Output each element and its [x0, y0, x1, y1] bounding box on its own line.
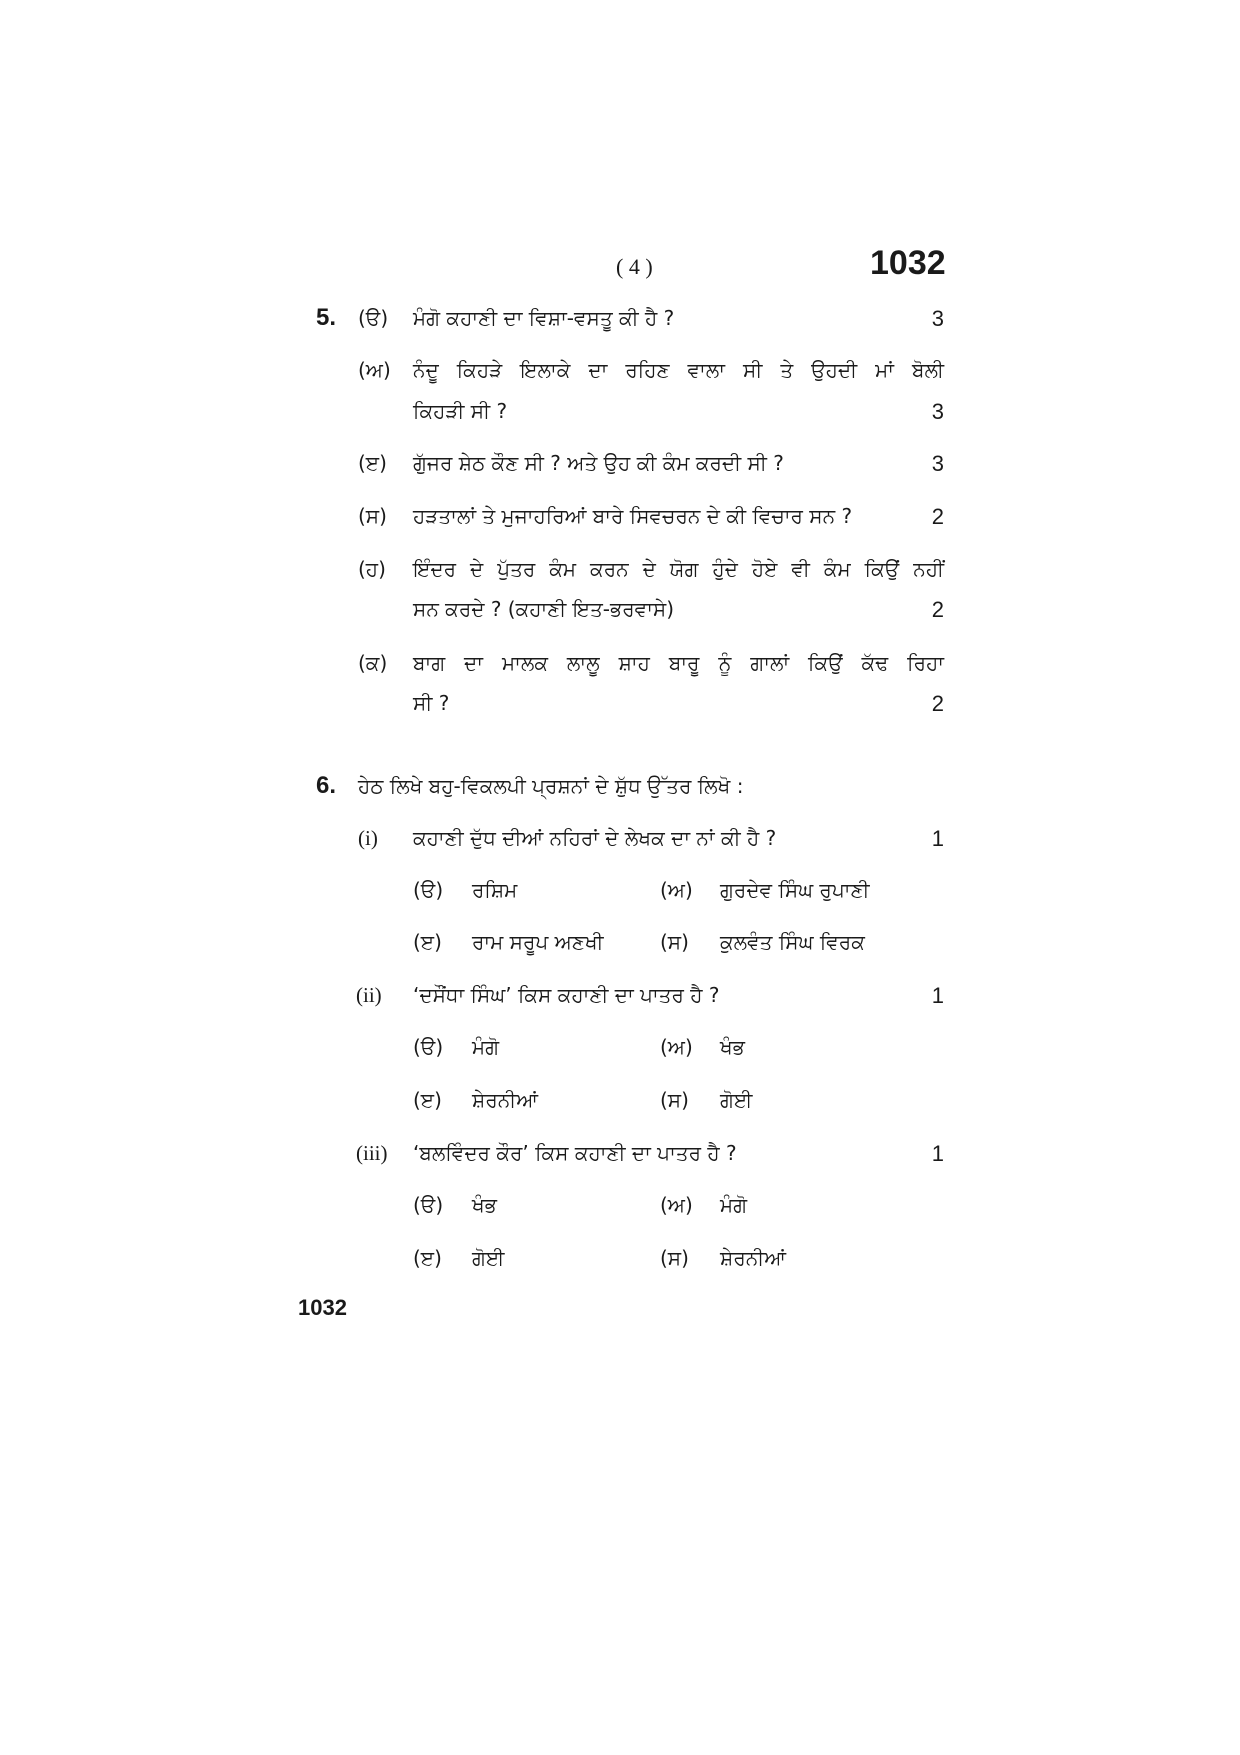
q5-part-a-label: (ੳ): [358, 306, 389, 330]
q6-item-1-option-a-label: (ੳ): [413, 878, 444, 902]
q6-item-2-option-d-label: (ਸ): [660, 1088, 689, 1112]
q5-part-f-label: (ਕ): [358, 651, 388, 675]
q6-item-3-option-d-text: ਸ਼ੇਰਨੀਆਂ: [720, 1246, 787, 1270]
q6-item-1-option-b-label: (ਅ): [660, 878, 693, 902]
q6-item-1-option-d-text: ਕੁਲਵੰਤ ਸਿੰਘ ਵਿਰਕ: [720, 930, 865, 954]
q5-part-b-text-line1: ਨੰਦੂ ਕਿਹੜੇ ਇਲਾਕੇ ਦਾ ਰਹਿਣ ਵਾਲਾ ਸੀ ਤੇ ਉਹਦੀ ਮਾਂ ਬੋਲੀ: [413, 358, 944, 382]
q5-part-e-text-line1: ਇੰਦਰ ਦੇ ਪੁੱਤਰ ਕੰਮ ਕਰਨ ਦੇ ਯੋਗ ਹੁੰਦੇ ਹੋਏ ਵੀ ਕੰਮ ਕਿਉਂ ਨਹੀਂ: [413, 557, 944, 581]
q6-item-3-option-c-text: ਗੋਈ: [472, 1246, 505, 1270]
q6-item-1-option-a-text: ਰਸ਼ਿਮ: [472, 878, 518, 902]
q5-part-c-marks: 3: [931, 451, 944, 476]
q5-part-e-marks: 2: [931, 597, 944, 622]
q6-item-1-question: ਕਹਾਣੀ ਦੁੱਧ ਦੀਆਂ ਨਹਿਰਾਂ ਦੇ ਲੇਖਕ ਦਾ ਨਾਂ ਕੀ ਹੈ ?: [413, 826, 777, 850]
q6-item-3-option-a-label: (ੳ): [413, 1193, 444, 1217]
q5-part-f-text-line1: ਬਾਗ ਦਾ ਮਾਲਕ ਲਾਲੂ ਸ਼ਾਹ ਬਾਰੂ ਨੂੰ ਗਾਲਾਂ ਕਿਉਂ ਕੱਢ ਰਿਹਾ: [413, 651, 944, 675]
q6-item-1-option-c-label: (ੲ): [413, 930, 442, 954]
question-5-number: 5.: [316, 304, 337, 331]
page-number: ( 4 ): [616, 254, 653, 279]
q5-part-f-text-line2: ਸੀ ?: [413, 691, 450, 715]
q6-item-3-option-a-text: ਖੰਭ: [472, 1193, 497, 1217]
q6-item-3-option-b-text: ਮੰਗੋ: [720, 1193, 748, 1217]
q6-item-2-option-c-label: (ੲ): [413, 1088, 442, 1112]
q5-part-c-text: ਗੁੱਜਰ ਸ਼ੇਠ ਕੌਣ ਸੀ ? ਅਤੇ ਉਹ ਕੀ ਕੰਮ ਕਰਦੀ ਸੀ ?: [413, 451, 784, 475]
q5-part-a-marks: 3: [931, 306, 944, 331]
q6-item-1-marks: 1: [931, 826, 944, 851]
q5-part-e-text-line2: ਸਨ ਕਰਦੇ ? (ਕਹਾਣੀ ਇਤ-ਭਰਵਾਸੇ): [413, 597, 675, 621]
q6-item-1-option-c-text: ਰਾਮ ਸਰੂਪ ਅਣਖੀ: [472, 930, 604, 954]
q5-part-a-text: ਮੰਗੋ ਕਹਾਣੀ ਦਾ ਵਿਸ਼ਾ-ਵਸਤੂ ਕੀ ਹੈ ?: [413, 306, 675, 330]
q6-item-1-option-b-text: ਗੁਰਦੇਵ ਸਿੰਘ ਰੁਪਾਣੀ: [720, 878, 870, 902]
q6-item-2-label: (ii): [356, 983, 382, 1007]
q5-part-c-label: (ੲ): [358, 451, 387, 475]
q6-item-3-label: (iii): [356, 1141, 388, 1165]
q6-item-2-option-c-text: ਸ਼ੇਰਨੀਆਂ: [472, 1088, 539, 1112]
q6-item-1-option-d-label: (ਸ): [660, 930, 689, 954]
q6-item-3-option-b-label: (ਅ): [660, 1193, 693, 1217]
q6-item-3-marks: 1: [931, 1141, 944, 1166]
q6-item-3-question: ‘ਬਲਵਿੰਦਰ ਕੌਰ’ ਕਿਸ ਕਹਾਣੀ ਦਾ ਪਾਤਰ ਹੈ ?: [413, 1141, 737, 1165]
question-6-number: 6.: [316, 772, 337, 799]
question-6-instruction: ਹੇਠ ਲਿਖੇ ਬਹੁ-ਵਿਕਲਪੀ ਪ੍ਰਸ਼ਨਾਂ ਦੇ ਸ਼ੁੱਧ ਉੱਤਰ ਲਿਖੋ :: [358, 774, 744, 798]
q5-part-b-label: (ਅ): [358, 358, 391, 382]
q6-item-2-option-b-text: ਖੰਭ: [720, 1035, 745, 1059]
q6-item-1-label: (i): [358, 826, 378, 850]
paper-code-header: 1032: [870, 244, 946, 282]
q6-item-2-option-d-text: ਗੋਈ: [720, 1088, 753, 1112]
q5-part-f-marks: 2: [931, 691, 944, 716]
paper-code-footer: 1032: [298, 1295, 347, 1320]
q6-item-2-option-a-text: ਮੰਗੋ: [472, 1035, 500, 1059]
q5-part-d-marks: 2: [931, 504, 944, 529]
q6-item-3-option-c-label: (ੲ): [413, 1246, 442, 1270]
q6-item-2-question: ‘ਦਸੌਂਧਾ ਸਿੰਘ’ ਕਿਸ ਕਹਾਣੀ ਦਾ ਪਾਤਰ ਹੈ ?: [413, 983, 720, 1007]
q6-item-3-option-d-label: (ਸ): [660, 1246, 689, 1270]
q5-part-e-label: (ਹ): [358, 557, 386, 581]
q5-part-b-text-line2: ਕਿਹੜੀ ਸੀ ?: [413, 399, 508, 423]
q6-item-2-marks: 1: [931, 983, 944, 1008]
q6-item-2-option-b-label: (ਅ): [660, 1035, 693, 1059]
q5-part-d-label: (ਸ): [358, 504, 387, 528]
q5-part-d-text: ਹੜਤਾਲਾਂ ਤੇ ਮੁਜਾਹਰਿਆਂ ਬਾਰੇ ਸਿਵਚਰਨ ਦੇ ਕੀ ਵਿਚਾਰ ਸਨ ?: [413, 504, 853, 528]
q5-part-b-marks: 3: [931, 399, 944, 424]
q6-item-2-option-a-label: (ੳ): [413, 1035, 444, 1059]
